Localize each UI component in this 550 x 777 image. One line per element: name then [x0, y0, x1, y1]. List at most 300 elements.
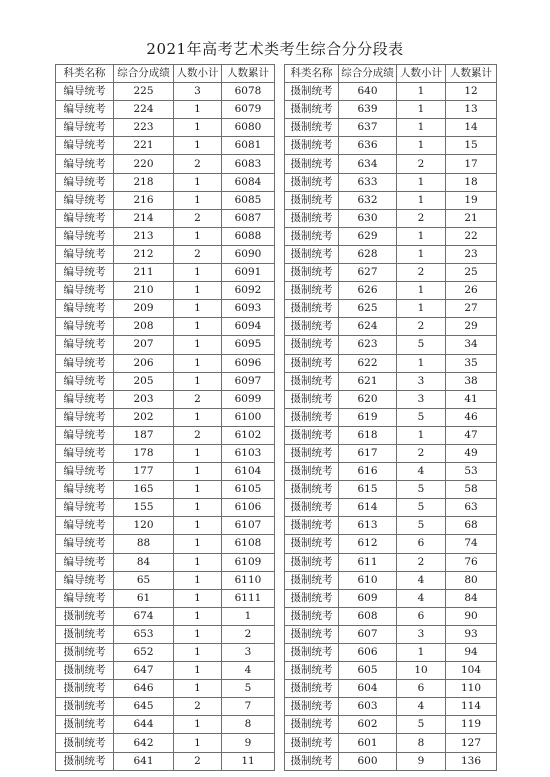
cell-count: 2	[397, 155, 446, 173]
cell-count: 6	[397, 680, 446, 698]
cell-score: 626	[339, 282, 397, 300]
cell-cumulative: 90	[446, 607, 497, 625]
cell-score: 84	[114, 553, 174, 571]
cell-category: 摄制统考	[285, 426, 339, 444]
cell-cumulative: 35	[446, 354, 497, 372]
cell-cumulative: 5	[222, 680, 275, 698]
cell-count: 1	[174, 444, 222, 462]
table-row	[56, 318, 275, 336]
cell-score: 606	[339, 644, 397, 662]
cell-score: 636	[339, 137, 397, 155]
cell-score: 615	[339, 481, 397, 499]
cell-category: 编导统考	[56, 517, 114, 535]
cell-cumulative: 6100	[222, 408, 275, 426]
cell-score: 639	[339, 101, 397, 119]
cell-cumulative: 94	[446, 644, 497, 662]
cell-cumulative: 6096	[222, 354, 275, 372]
cell-score: 653	[114, 625, 174, 643]
cell-score: 623	[339, 336, 397, 354]
cell-cumulative: 1	[222, 607, 275, 625]
cell-count: 1	[174, 625, 222, 643]
cell-count: 2	[397, 209, 446, 227]
table-row	[56, 553, 275, 571]
cell-category: 摄制统考	[285, 264, 339, 282]
cell-score: 632	[339, 191, 397, 209]
table-row	[56, 119, 275, 137]
table-row	[285, 644, 497, 662]
cell-count: 2	[174, 698, 222, 716]
cell-count: 1	[397, 227, 446, 245]
cell-category: 摄制统考	[285, 680, 339, 698]
cell-category: 摄制统考	[285, 390, 339, 408]
table-row	[56, 752, 275, 770]
cell-count: 2	[174, 245, 222, 263]
cell-category: 摄制统考	[285, 589, 339, 607]
cell-count: 1	[397, 300, 446, 318]
table-row	[285, 119, 497, 137]
cell-category: 摄制统考	[56, 752, 114, 770]
cell-count: 1	[174, 517, 222, 535]
cell-category: 摄制统考	[285, 752, 339, 770]
cell-count: 5	[397, 481, 446, 499]
cell-cumulative: 63	[446, 499, 497, 517]
cell-score: 633	[339, 173, 397, 191]
cell-count: 1	[174, 137, 222, 155]
col-header-score: 综合分成绩	[339, 65, 397, 83]
table-row	[56, 680, 275, 698]
cell-score: 65	[114, 571, 174, 589]
table-row	[56, 83, 275, 101]
cell-score: 203	[114, 390, 174, 408]
table-row	[285, 499, 497, 517]
cell-count: 4	[397, 463, 446, 481]
cell-count: 5	[397, 336, 446, 354]
cell-category: 编导统考	[56, 83, 114, 101]
cell-count: 1	[174, 318, 222, 336]
table-row	[285, 444, 497, 462]
table-row	[56, 463, 275, 481]
cell-score: 178	[114, 444, 174, 462]
cell-cumulative: 136	[446, 752, 497, 770]
cell-score: 207	[114, 336, 174, 354]
cell-score: 607	[339, 625, 397, 643]
cell-cumulative: 53	[446, 463, 497, 481]
cell-count: 4	[397, 589, 446, 607]
cell-score: 611	[339, 553, 397, 571]
cell-count: 1	[397, 137, 446, 155]
cell-cumulative: 25	[446, 264, 497, 282]
table-row	[285, 245, 497, 263]
cell-cumulative: 119	[446, 716, 497, 734]
table-row	[56, 499, 275, 517]
cell-score: 640	[339, 83, 397, 101]
cell-count: 1	[174, 282, 222, 300]
cell-category: 编导统考	[56, 336, 114, 354]
cell-category: 摄制统考	[285, 499, 339, 517]
cell-category: 摄制统考	[56, 662, 114, 680]
cell-category: 摄制统考	[285, 191, 339, 209]
cell-score: 604	[339, 680, 397, 698]
cell-score: 617	[339, 444, 397, 462]
cell-score: 88	[114, 535, 174, 553]
cell-score: 208	[114, 318, 174, 336]
table-row	[56, 282, 275, 300]
table-row	[56, 372, 275, 390]
table-row	[285, 300, 497, 318]
cell-category: 摄制统考	[56, 680, 114, 698]
table-row	[285, 481, 497, 499]
cell-count: 1	[174, 607, 222, 625]
cell-score: 642	[114, 734, 174, 752]
cell-cumulative: 6079	[222, 101, 275, 119]
page-title: 2021年高考艺术类考生综合分分段表	[146, 40, 404, 58]
cell-score: 614	[339, 499, 397, 517]
cell-cumulative: 6081	[222, 137, 275, 155]
cell-score: 187	[114, 426, 174, 444]
cell-category: 摄制统考	[56, 625, 114, 643]
cell-category: 编导统考	[56, 119, 114, 137]
cell-cumulative: 6102	[222, 426, 275, 444]
col-header-cumulative: 人数累计	[222, 65, 275, 83]
cell-score: 165	[114, 481, 174, 499]
col-header-count: 人数小计	[174, 65, 222, 83]
cell-count: 2	[397, 444, 446, 462]
cell-count: 1	[174, 354, 222, 372]
cell-cumulative: 6094	[222, 318, 275, 336]
cell-category: 摄制统考	[285, 372, 339, 390]
cell-cumulative: 11	[222, 752, 275, 770]
cell-count: 1	[174, 173, 222, 191]
cell-count: 1	[397, 245, 446, 263]
cell-cumulative: 6091	[222, 264, 275, 282]
cell-cumulative: 6099	[222, 390, 275, 408]
table-row	[56, 354, 275, 372]
cell-count: 2	[397, 318, 446, 336]
cell-cumulative: 104	[446, 662, 497, 680]
cell-category: 摄制统考	[285, 644, 339, 662]
cell-category: 摄制统考	[285, 408, 339, 426]
table-row	[285, 607, 497, 625]
cell-category: 摄制统考	[56, 644, 114, 662]
cell-category: 编导统考	[56, 499, 114, 517]
cell-score: 609	[339, 589, 397, 607]
cell-count: 1	[174, 644, 222, 662]
cell-count: 1	[397, 426, 446, 444]
cell-score: 644	[114, 716, 174, 734]
cell-score: 120	[114, 517, 174, 535]
cell-category: 摄制统考	[285, 209, 339, 227]
cell-score: 218	[114, 173, 174, 191]
cell-count: 1	[174, 535, 222, 553]
table-row	[56, 245, 275, 263]
cell-category: 编导统考	[56, 589, 114, 607]
table-row	[56, 426, 275, 444]
cell-cumulative: 80	[446, 571, 497, 589]
cell-cumulative: 6109	[222, 553, 275, 571]
cell-count: 1	[397, 173, 446, 191]
col-header-cumulative: 人数累计	[446, 65, 497, 83]
table-row	[285, 372, 497, 390]
cell-cumulative: 17	[446, 155, 497, 173]
cell-count: 1	[174, 101, 222, 119]
cell-count: 2	[174, 209, 222, 227]
table-row	[56, 101, 275, 119]
cell-category: 摄制统考	[285, 245, 339, 263]
cell-category: 编导统考	[56, 354, 114, 372]
cell-count: 1	[174, 227, 222, 245]
cell-cumulative: 6080	[222, 119, 275, 137]
table-row	[56, 625, 275, 643]
cell-category: 编导统考	[56, 426, 114, 444]
table-row	[285, 426, 497, 444]
table-row	[285, 173, 497, 191]
table-row	[285, 625, 497, 643]
cell-count: 1	[174, 571, 222, 589]
cell-score: 211	[114, 264, 174, 282]
cell-count: 1	[397, 644, 446, 662]
table-row	[56, 571, 275, 589]
cell-cumulative: 6095	[222, 336, 275, 354]
cell-score: 212	[114, 245, 174, 263]
cell-cumulative: 22	[446, 227, 497, 245]
cell-cumulative: 6108	[222, 535, 275, 553]
cell-category: 编导统考	[56, 535, 114, 553]
cell-count: 1	[397, 354, 446, 372]
cell-category: 编导统考	[56, 300, 114, 318]
table-row	[56, 173, 275, 191]
table-row	[56, 698, 275, 716]
table-row	[285, 264, 497, 282]
table-row	[285, 390, 497, 408]
table-row	[285, 227, 497, 245]
cell-count: 2	[397, 553, 446, 571]
cell-count: 6	[397, 607, 446, 625]
cell-count: 1	[174, 372, 222, 390]
table-row	[56, 137, 275, 155]
cell-category: 摄制统考	[285, 300, 339, 318]
table-row	[285, 101, 497, 119]
cell-cumulative: 93	[446, 625, 497, 643]
cell-cumulative: 9	[222, 734, 275, 752]
cell-score: 608	[339, 607, 397, 625]
cell-category: 摄制统考	[285, 662, 339, 680]
cell-category: 摄制统考	[285, 155, 339, 173]
table-body-left	[56, 83, 275, 771]
cell-score: 646	[114, 680, 174, 698]
cell-category: 摄制统考	[285, 282, 339, 300]
cell-category: 摄制统考	[285, 119, 339, 137]
table-row	[285, 517, 497, 535]
cell-category: 摄制统考	[285, 517, 339, 535]
table-row	[56, 607, 275, 625]
cell-count: 1	[174, 336, 222, 354]
cell-cumulative: 23	[446, 245, 497, 263]
cell-category: 摄制统考	[56, 716, 114, 734]
col-header-count: 人数小计	[397, 65, 446, 83]
cell-count: 1	[174, 662, 222, 680]
cell-category: 摄制统考	[285, 173, 339, 191]
cell-cumulative: 6088	[222, 227, 275, 245]
col-header-category: 科类名称	[56, 65, 114, 83]
cell-cumulative: 68	[446, 517, 497, 535]
cell-score: 155	[114, 499, 174, 517]
cell-count: 10	[397, 662, 446, 680]
cell-score: 612	[339, 535, 397, 553]
cell-count: 5	[397, 408, 446, 426]
cell-count: 2	[174, 426, 222, 444]
cell-count: 1	[174, 191, 222, 209]
cell-count: 1	[174, 716, 222, 734]
cell-cumulative: 6083	[222, 155, 275, 173]
cell-score: 177	[114, 463, 174, 481]
cell-score: 630	[339, 209, 397, 227]
cell-cumulative: 47	[446, 426, 497, 444]
cell-cumulative: 6111	[222, 589, 275, 607]
cell-cumulative: 6092	[222, 282, 275, 300]
table-row	[56, 227, 275, 245]
cell-count: 2	[397, 264, 446, 282]
cell-category: 摄制统考	[285, 336, 339, 354]
cell-category: 摄制统考	[285, 698, 339, 716]
table-row	[56, 662, 275, 680]
cell-category: 摄制统考	[285, 83, 339, 101]
cell-category: 编导统考	[56, 282, 114, 300]
table-row	[56, 336, 275, 354]
cell-count: 9	[397, 752, 446, 770]
cell-score: 601	[339, 734, 397, 752]
cell-count: 1	[174, 481, 222, 499]
cell-category: 编导统考	[56, 444, 114, 462]
cell-count: 1	[174, 734, 222, 752]
cell-count: 6	[397, 535, 446, 553]
table-body-right	[285, 83, 497, 771]
cell-category: 摄制统考	[285, 535, 339, 553]
table-row	[285, 282, 497, 300]
table-row	[56, 716, 275, 734]
table-row	[285, 662, 497, 680]
cell-category: 编导统考	[56, 101, 114, 119]
cell-cumulative: 6110	[222, 571, 275, 589]
table-row	[56, 264, 275, 282]
cell-category: 编导统考	[56, 264, 114, 282]
cell-score: 627	[339, 264, 397, 282]
cell-cumulative: 21	[446, 209, 497, 227]
cell-count: 1	[174, 589, 222, 607]
table-row	[56, 209, 275, 227]
cell-score: 621	[339, 372, 397, 390]
cell-score: 225	[114, 83, 174, 101]
table-row	[285, 463, 497, 481]
cell-score: 622	[339, 354, 397, 372]
cell-cumulative: 7	[222, 698, 275, 716]
cell-score: 605	[339, 662, 397, 680]
cell-count: 5	[397, 499, 446, 517]
cell-cumulative: 29	[446, 318, 497, 336]
cell-category: 摄制统考	[285, 444, 339, 462]
cell-cumulative: 6105	[222, 481, 275, 499]
cell-count: 1	[174, 463, 222, 481]
cell-cumulative: 49	[446, 444, 497, 462]
cell-category: 编导统考	[56, 318, 114, 336]
cell-cumulative: 110	[446, 680, 497, 698]
cell-cumulative: 6097	[222, 372, 275, 390]
cell-score: 205	[114, 372, 174, 390]
cell-category: 摄制统考	[56, 607, 114, 625]
cell-count: 1	[397, 83, 446, 101]
cell-category: 编导统考	[56, 209, 114, 227]
cell-cumulative: 6106	[222, 499, 275, 517]
cell-cumulative: 13	[446, 101, 497, 119]
cell-category: 摄制统考	[285, 227, 339, 245]
cell-count: 3	[397, 372, 446, 390]
cell-cumulative: 58	[446, 481, 497, 499]
cell-category: 编导统考	[56, 227, 114, 245]
cell-category: 摄制统考	[285, 607, 339, 625]
cell-count: 1	[174, 300, 222, 318]
cell-category: 编导统考	[56, 191, 114, 209]
cell-score: 637	[339, 119, 397, 137]
header-row	[56, 65, 275, 83]
table-row	[285, 589, 497, 607]
cell-score: 600	[339, 752, 397, 770]
table-row	[285, 698, 497, 716]
cell-count: 2	[174, 155, 222, 173]
cell-cumulative: 2	[222, 625, 275, 643]
cell-category: 摄制统考	[285, 318, 339, 336]
cell-cumulative: 6085	[222, 191, 275, 209]
cell-cumulative: 15	[446, 137, 497, 155]
cell-category: 摄制统考	[56, 734, 114, 752]
cell-cumulative: 6103	[222, 444, 275, 462]
cell-cumulative: 12	[446, 83, 497, 101]
cell-count: 4	[397, 571, 446, 589]
cell-category: 摄制统考	[285, 101, 339, 119]
cell-cumulative: 6078	[222, 83, 275, 101]
score-table-left	[55, 64, 275, 771]
table-row	[285, 571, 497, 589]
cell-score: 628	[339, 245, 397, 263]
cell-category: 摄制统考	[285, 463, 339, 481]
cell-count: 1	[174, 408, 222, 426]
table-row	[285, 318, 497, 336]
cell-count: 2	[174, 390, 222, 408]
cell-count: 1	[174, 499, 222, 517]
cell-score: 210	[114, 282, 174, 300]
cell-score: 619	[339, 408, 397, 426]
table-row	[56, 734, 275, 752]
cell-score: 206	[114, 354, 174, 372]
cell-count: 1	[397, 119, 446, 137]
cell-category: 编导统考	[56, 571, 114, 589]
cell-cumulative: 114	[446, 698, 497, 716]
cell-category: 摄制统考	[285, 625, 339, 643]
table-row	[285, 336, 497, 354]
cell-score: 674	[114, 607, 174, 625]
cell-cumulative: 6087	[222, 209, 275, 227]
cell-count: 1	[397, 282, 446, 300]
cell-count: 3	[174, 83, 222, 101]
cell-score: 613	[339, 517, 397, 535]
cell-cumulative: 84	[446, 589, 497, 607]
cell-count: 1	[397, 191, 446, 209]
cell-score: 629	[339, 227, 397, 245]
cell-category: 摄制统考	[285, 354, 339, 372]
cell-score: 645	[114, 698, 174, 716]
cell-cumulative: 74	[446, 535, 497, 553]
cell-count: 1	[174, 553, 222, 571]
cell-category: 摄制统考	[285, 734, 339, 752]
table-row	[56, 300, 275, 318]
